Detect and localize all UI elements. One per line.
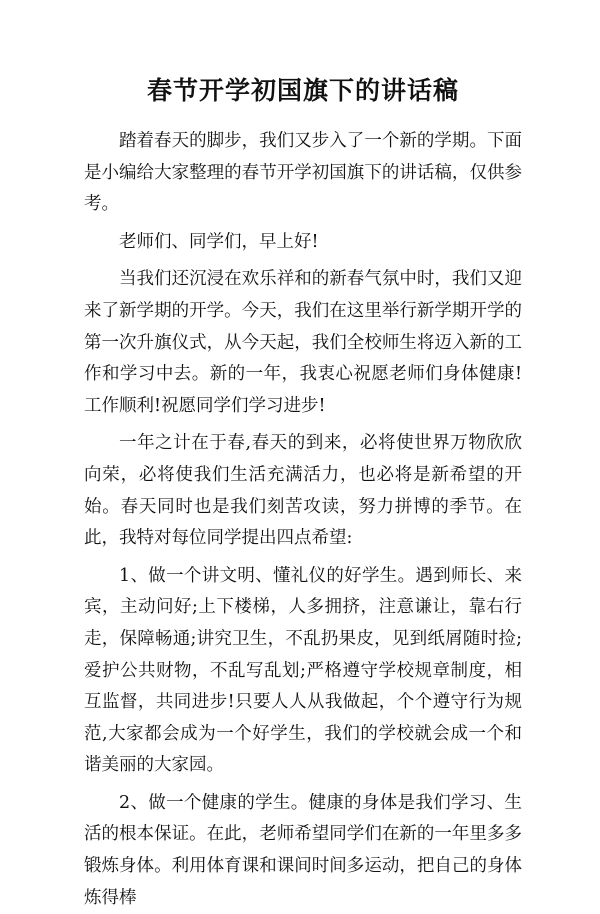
paragraph-hope-1: 1、做一个讲文明、懂礼仪的好学生。遇到师长、来宾，主动问好;上下楼梯，人多拥挤，注意谦让，靠右行走，保障畅通;讲究卫生，不乱扔果皮，见到纸屑随时捡;爱护公共财物，不乱写乱划;严格遵守学校规章制度，相互监督，共同进步!只要人人从我做起，个个遵守行为规范,大家都会成为一个好学生，我们的学校就会成一个和谐美丽的大家园。 <box>84 565 522 776</box>
paragraph-intro: 踏着春天的脚步，我们又步入了一个新的学期。下面是小编给大家整理的春节开学初国旗下的讲话稿，仅供参考。 <box>84 131 522 215</box>
paragraph-greeting: 老师们、同学们，早上好! <box>119 231 319 252</box>
paragraph-hope-2: 2、做一个健康的学生。健康的身体是我们学习、生活的根本保证。在此，老师希望同学们在新的一年里多多锻炼身体。利用体育课和课间时间多运动，把自己的身体炼得棒 <box>84 792 522 908</box>
document-title: 春节开学初国旗下的讲话稿 <box>146 76 459 105</box>
paragraph-spring: 一年之计在于春,春天的到来，必将使世界万物欣欣向荣，必将使我们生活充满活力，也必将是新希望的开始。春天同时也是我们刻苦攻读，努力拼博的季节。在此，我特对每位同学提出四点希望: <box>84 433 522 549</box>
paragraph-opening: 当我们还沉浸在欢乐祥和的新春气氛中时，我们又迎来了新学期的开学。今天，我们在这里举行新学期开学的第一次升旗仪式，从今天起，我们全校师生将迈入新的工作和学习中去。新的一年，我衷心祝愿老师们身体健康!工作顺利!祝愿同学们学习进步! <box>84 269 522 416</box>
